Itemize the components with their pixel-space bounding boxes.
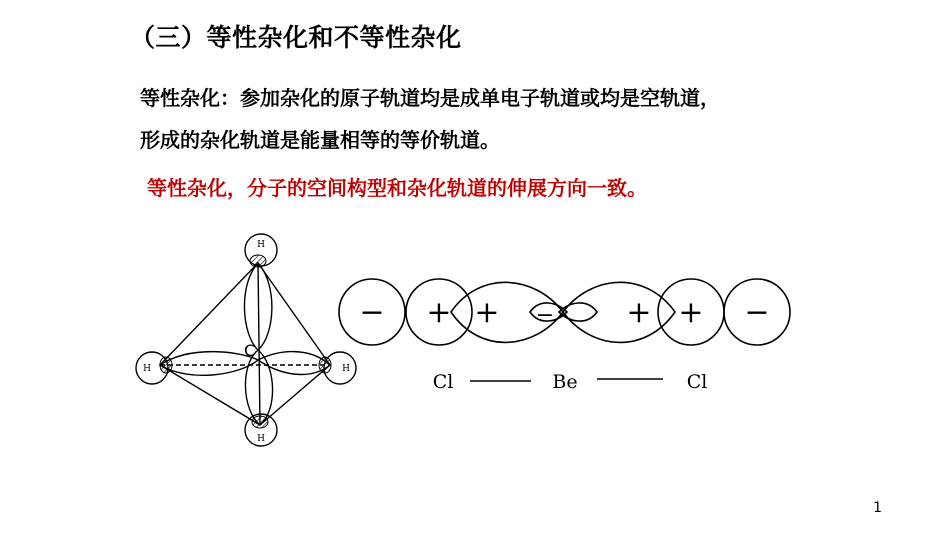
becl2-orbital-diagram: [335, 270, 800, 400]
ch4-tetrahedron-diagram: [130, 225, 360, 455]
c-center-label: C: [244, 341, 256, 360]
h-left-label: H: [143, 364, 151, 374]
minus-sign-center: −: [535, 303, 555, 328]
minus-sign-right: −: [744, 295, 770, 330]
highlight-statement: 等性杂化，分子的空间构型和杂化轨道的伸展方向一致。: [147, 176, 647, 200]
definition-line-2: 形成的杂化轨道是能量相等的等价轨道。: [140, 128, 500, 152]
be-center-label: Be: [552, 371, 578, 393]
h-top-label: H: [257, 240, 265, 250]
plus-sign-left-p: +: [426, 295, 452, 330]
h-right-label: H: [342, 364, 350, 374]
cl-left-label: Cl: [432, 371, 454, 393]
page-number: 1: [873, 500, 882, 516]
plus-sign-left-sp: +: [474, 295, 500, 330]
definition-line-1: 等性杂化：参加杂化的原子轨道均是成单电子轨道或均是空轨道，: [140, 86, 720, 110]
slide-title: （三）等性杂化和不等性杂化: [130, 23, 462, 52]
minus-sign-left: −: [359, 295, 385, 330]
plus-sign-right-p: +: [678, 295, 704, 330]
h-bottom-label: H: [257, 434, 265, 444]
cl-right-label: Cl: [686, 371, 708, 393]
plus-sign-right-sp: +: [626, 295, 652, 330]
